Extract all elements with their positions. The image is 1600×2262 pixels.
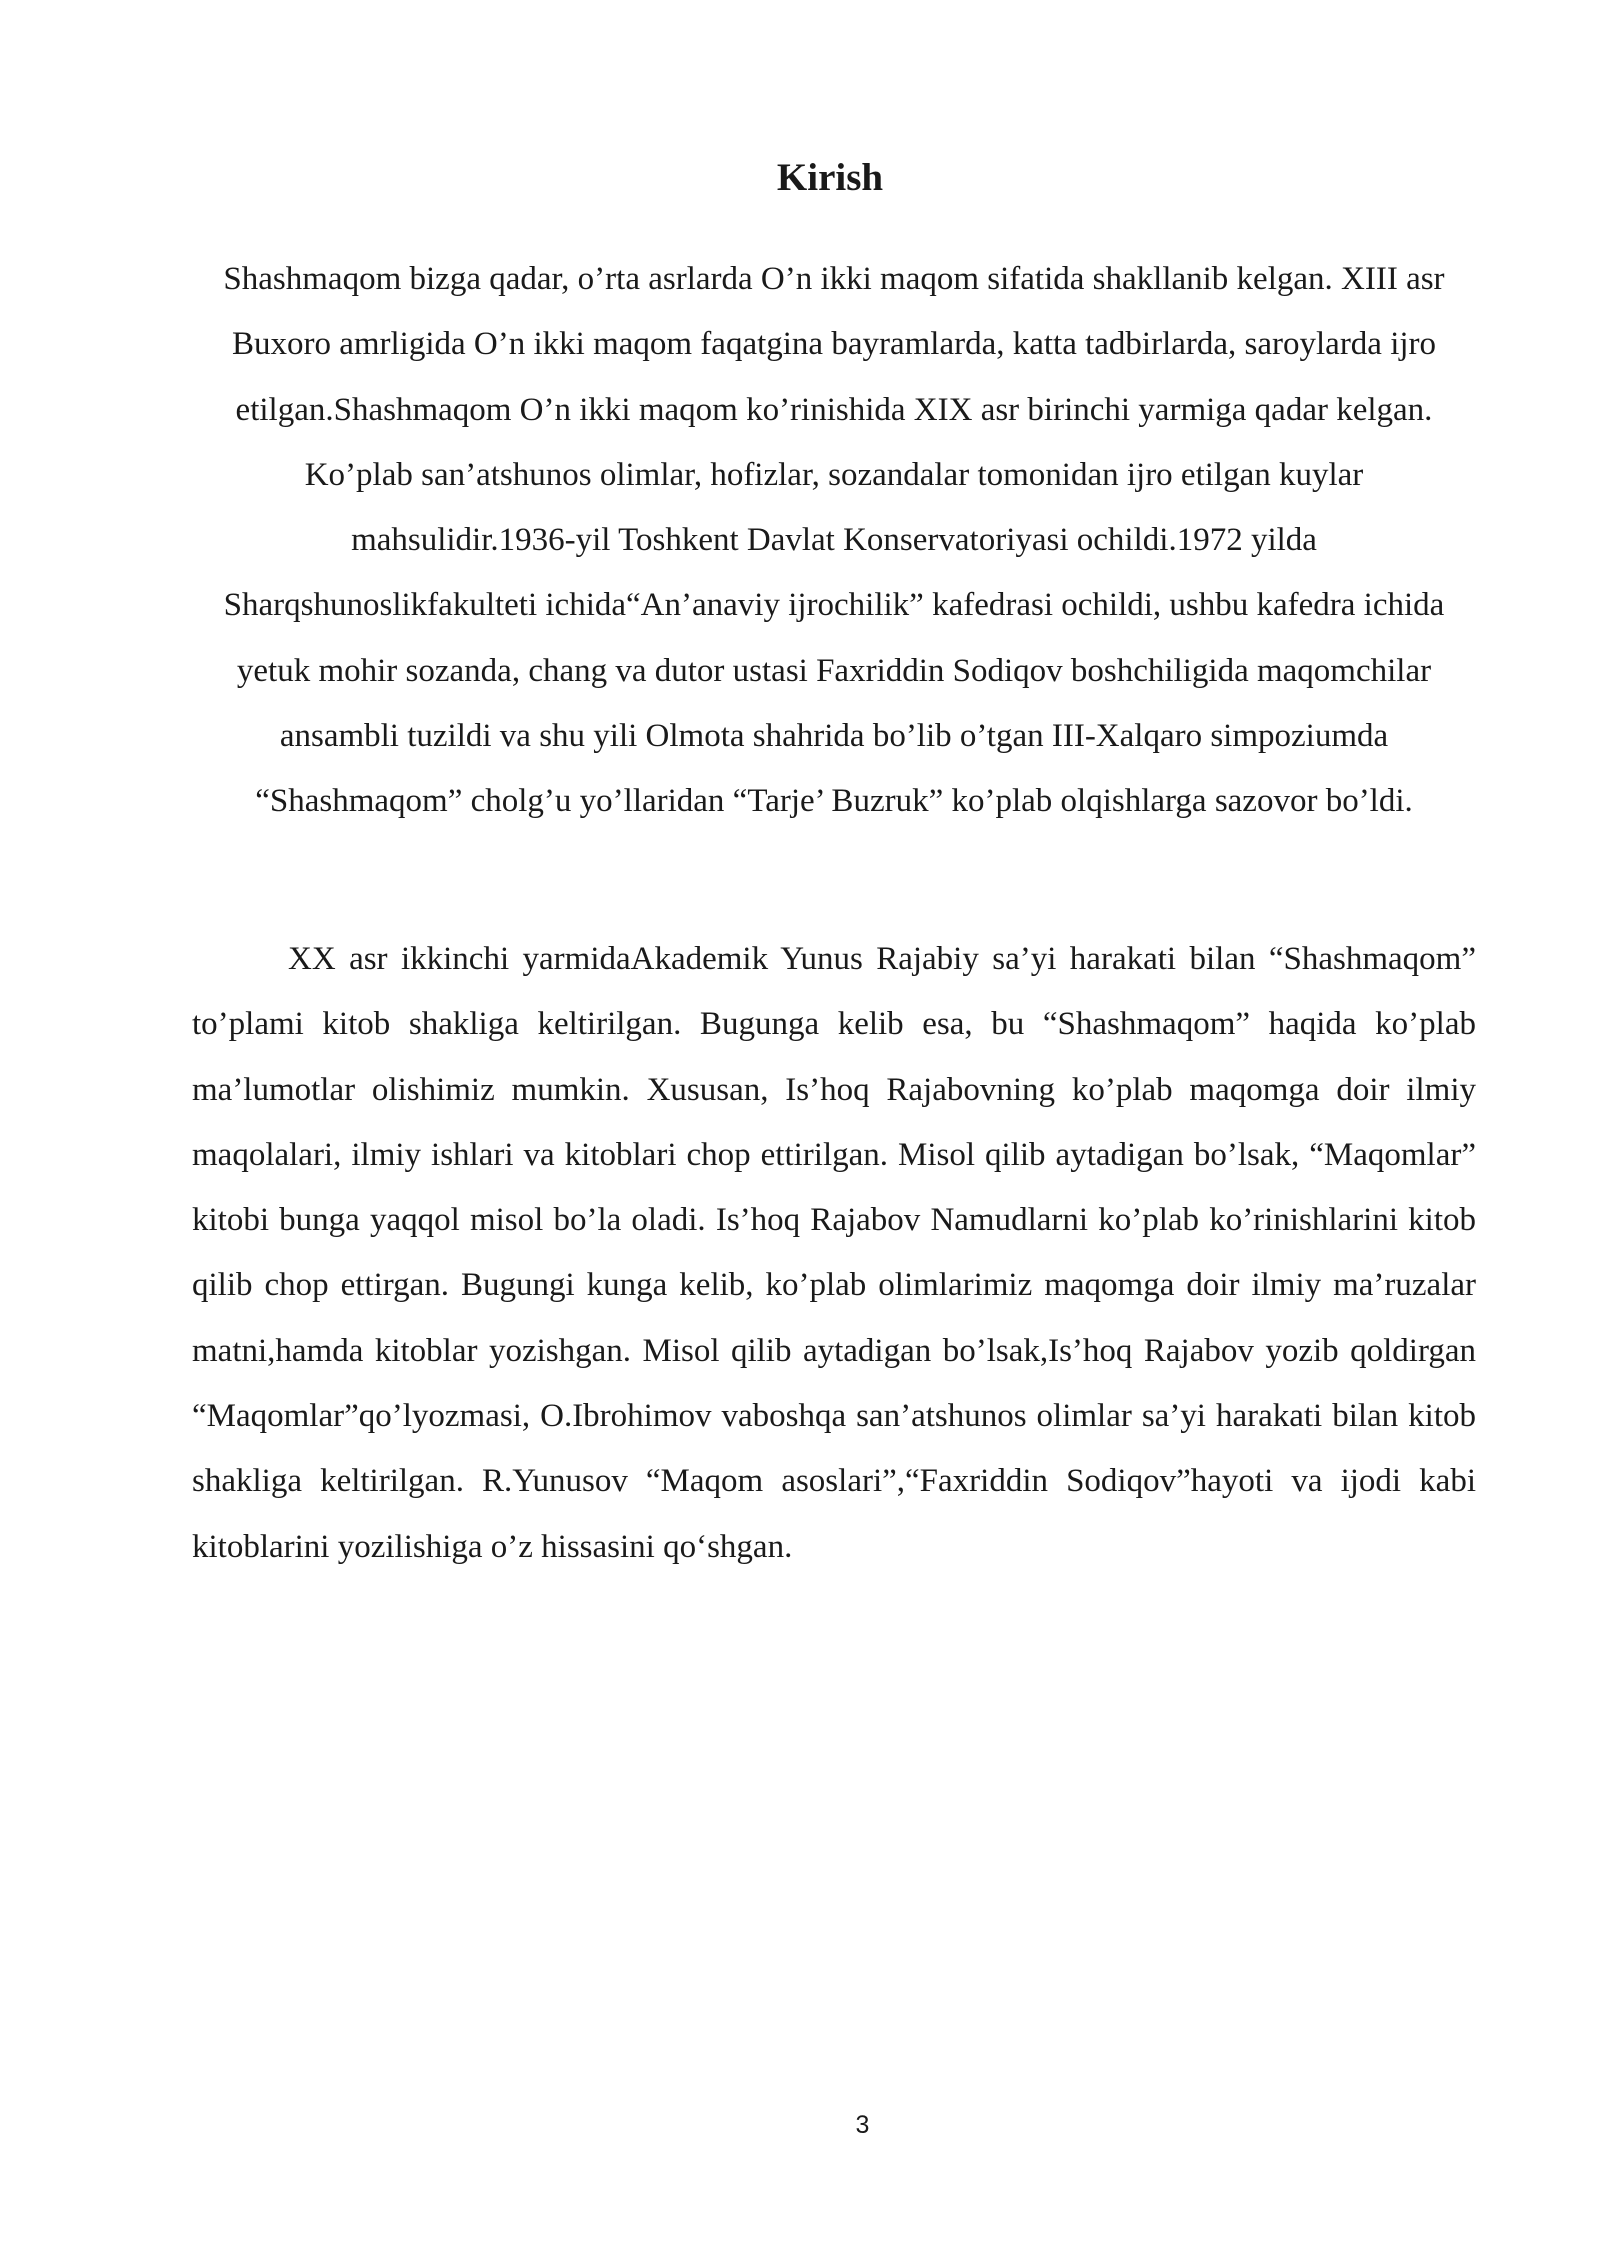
paragraph-main: XX asr ikkinchi yarmidaAkademik Yunus Rajabiy sa’yi harakati bilan “Shashmaqom” to’plami kitob shakliga keltirilgan. Bugunga kelib esa, bu “Shashmaqom” haqida ko’plab ma’lumotlar olishimiz mumkin. Xususan, Is’hoq Rajabovning ko’plab maqomga doir ilmiy maqolalari, ilmiy ishlari va kitoblari chop ettirilgan. Misol qilib aytadigan bo’lsak, “Maqomlar” kitobi bunga yaqqol misol bo’la oladi. Is’hoq Rajabov Namudlarni ko’plab ko’rinishlarini kitob qilib chop ettirgan. Bugungi kunga kelib, ko’plab olimlarimiz maqomga doir ilmiy ma’ruzalar matni,hamda kitoblar yozishgan. Misol qilib aytadigan bo’lsak,Is’hoq Rajabov yozib qoldirgan “Maqomlar”qo’lyozmasi, O.Ibrohimov vaboshqa san’atshunos olimlar sa’yi harakati bilan kitob shakliga keltirilgan. R.Yunusov “Maqom asoslari”,“Faxriddin Sodiqov”hayoti va ijodi kabi kitoblarini yozilishiga o’z hissasini qo‘shgan. <box>192 941 1476 1565</box>
page-title: Kirish <box>776 156 884 199</box>
page-number: 3 <box>855 2111 870 2139</box>
paragraph-intro: Shashmaqom bizga qadar, o’rta asrlarda O’n ikki maqom sifatida shakllanib kelgan. XIII asr Buxoro amrligida O’n ikki maqom faqatgina bayramlarda, katta tadbirlarda, saroylarda ijro etilgan.Shashmaqom O’n ikki maqom ko’rinishida XIX asr birinchi yarmiga qadar kelgan. Ko’plab san’atshunos olimlar, hofizlar, sozandalar tomonidan ijro etilgan kuylar mahsulidir.1936-yil Toshkent Davlat Konservatoriyasi ochildi.1972 yilda Sharqshunoslikfakulteti ichida“An’anaviy ijrochilik” kafedrasi ochildi, ushbu kafedra ichida yetuk mohir sozanda, chang va dutor ustasi Faxriddin Sodiqov boshchiligida maqomchilar ansambli tuzildi va shu yili Olmota shahrida bo’lib o’tgan III-Xalqaro simpoziumda “Shashmaqom” cholg’u yo’llaridan “Tarje’ Buzruk” ko’plab olqishlarga sazovor bo’ldi. <box>223 261 1445 820</box>
